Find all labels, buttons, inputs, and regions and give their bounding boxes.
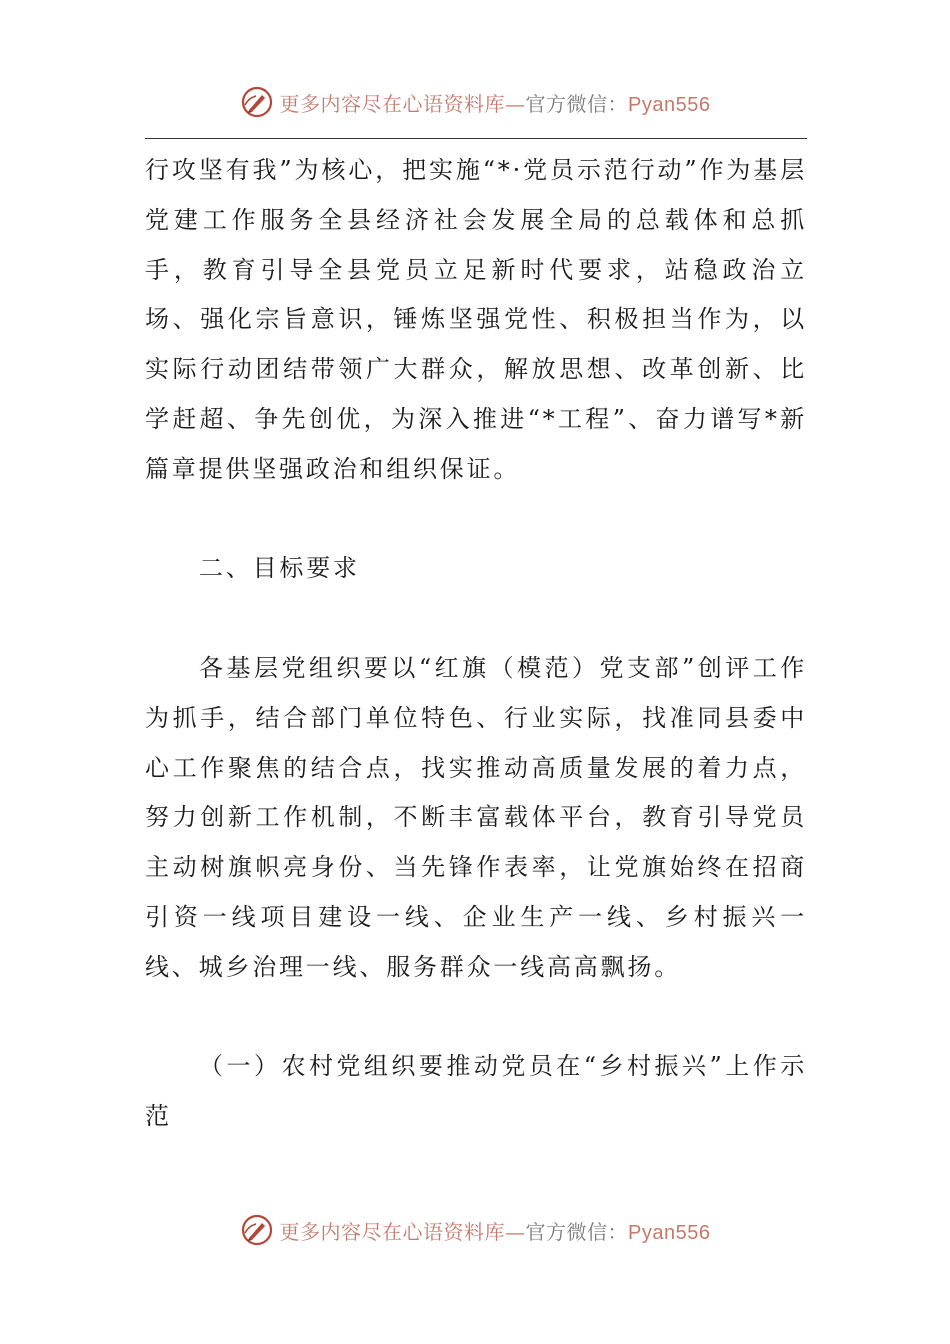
- header-wechat-label: 官方微信：: [525, 91, 629, 116]
- body-paragraph-2: 各基层党组织要以“红旗（模范）党支部”创评工作为抓手，结合部门单位特色、行业实际，找准同县委中心工作聚焦的结合点，找实推动高质量发展的着力点，努力创新工作机制，不断丰富载体平台，教育引导党员主动树旗帜亮身份、当先锋作表率，让党旗始终在招商引资一线项目建设一线、企业生产一线、乡村振兴一线、城乡治理一线、服务群众一线高高飘扬。: [145, 653, 807, 981]
- footer-banner-inner: [240, 1213, 711, 1247]
- document-body: [145, 146, 807, 1142]
- header-rule: [145, 138, 807, 139]
- header-separator: —: [505, 91, 526, 116]
- pen-logo-icon: [240, 85, 274, 119]
- header-banner: [0, 82, 950, 122]
- pen-logo-icon: [240, 1213, 274, 1247]
- subsection-heading-1: （一）农村党组织要推动党员在“乡村振兴”上作示范: [145, 1052, 807, 1131]
- header-brand-text: 更多内容尽在心语资料库: [279, 91, 506, 116]
- footer-banner-text: [280, 1216, 711, 1245]
- paragraph-spacer: [145, 594, 807, 644]
- footer-separator: —: [505, 1219, 526, 1244]
- footer-brand-text: 更多内容尽在心语资料库: [279, 1219, 506, 1244]
- paragraph-spacer: [145, 993, 807, 1043]
- header-banner-inner: [240, 85, 711, 119]
- footer-wechat-label: 官方微信：: [525, 1219, 629, 1244]
- paragraph-spacer: [145, 495, 807, 545]
- header-banner-text: [280, 88, 711, 117]
- section-heading-2: 二、目标要求: [199, 554, 360, 583]
- footer-banner: [0, 1210, 950, 1250]
- footer-wechat-id: Pyan556: [628, 1221, 711, 1244]
- body-paragraph-1: 行攻坚有我”为核心，把实施“*·党员示范行动”作为基层党建工作服务全县经济社会发展全局的总载体和总抓手，教育引导全县党员立足新时代要求，站稳政治立场、强化宗旨意识，锤炼坚强党性、积极担当作为，以实际行动团结带领广大群众，解放思想、改革创新、比学赶超、争先创优，为深入推进“*工程”、奋力谱写*新篇章提供坚强政治和组织保证。: [145, 156, 807, 483]
- header-wechat-id: Pyan556: [628, 93, 711, 116]
